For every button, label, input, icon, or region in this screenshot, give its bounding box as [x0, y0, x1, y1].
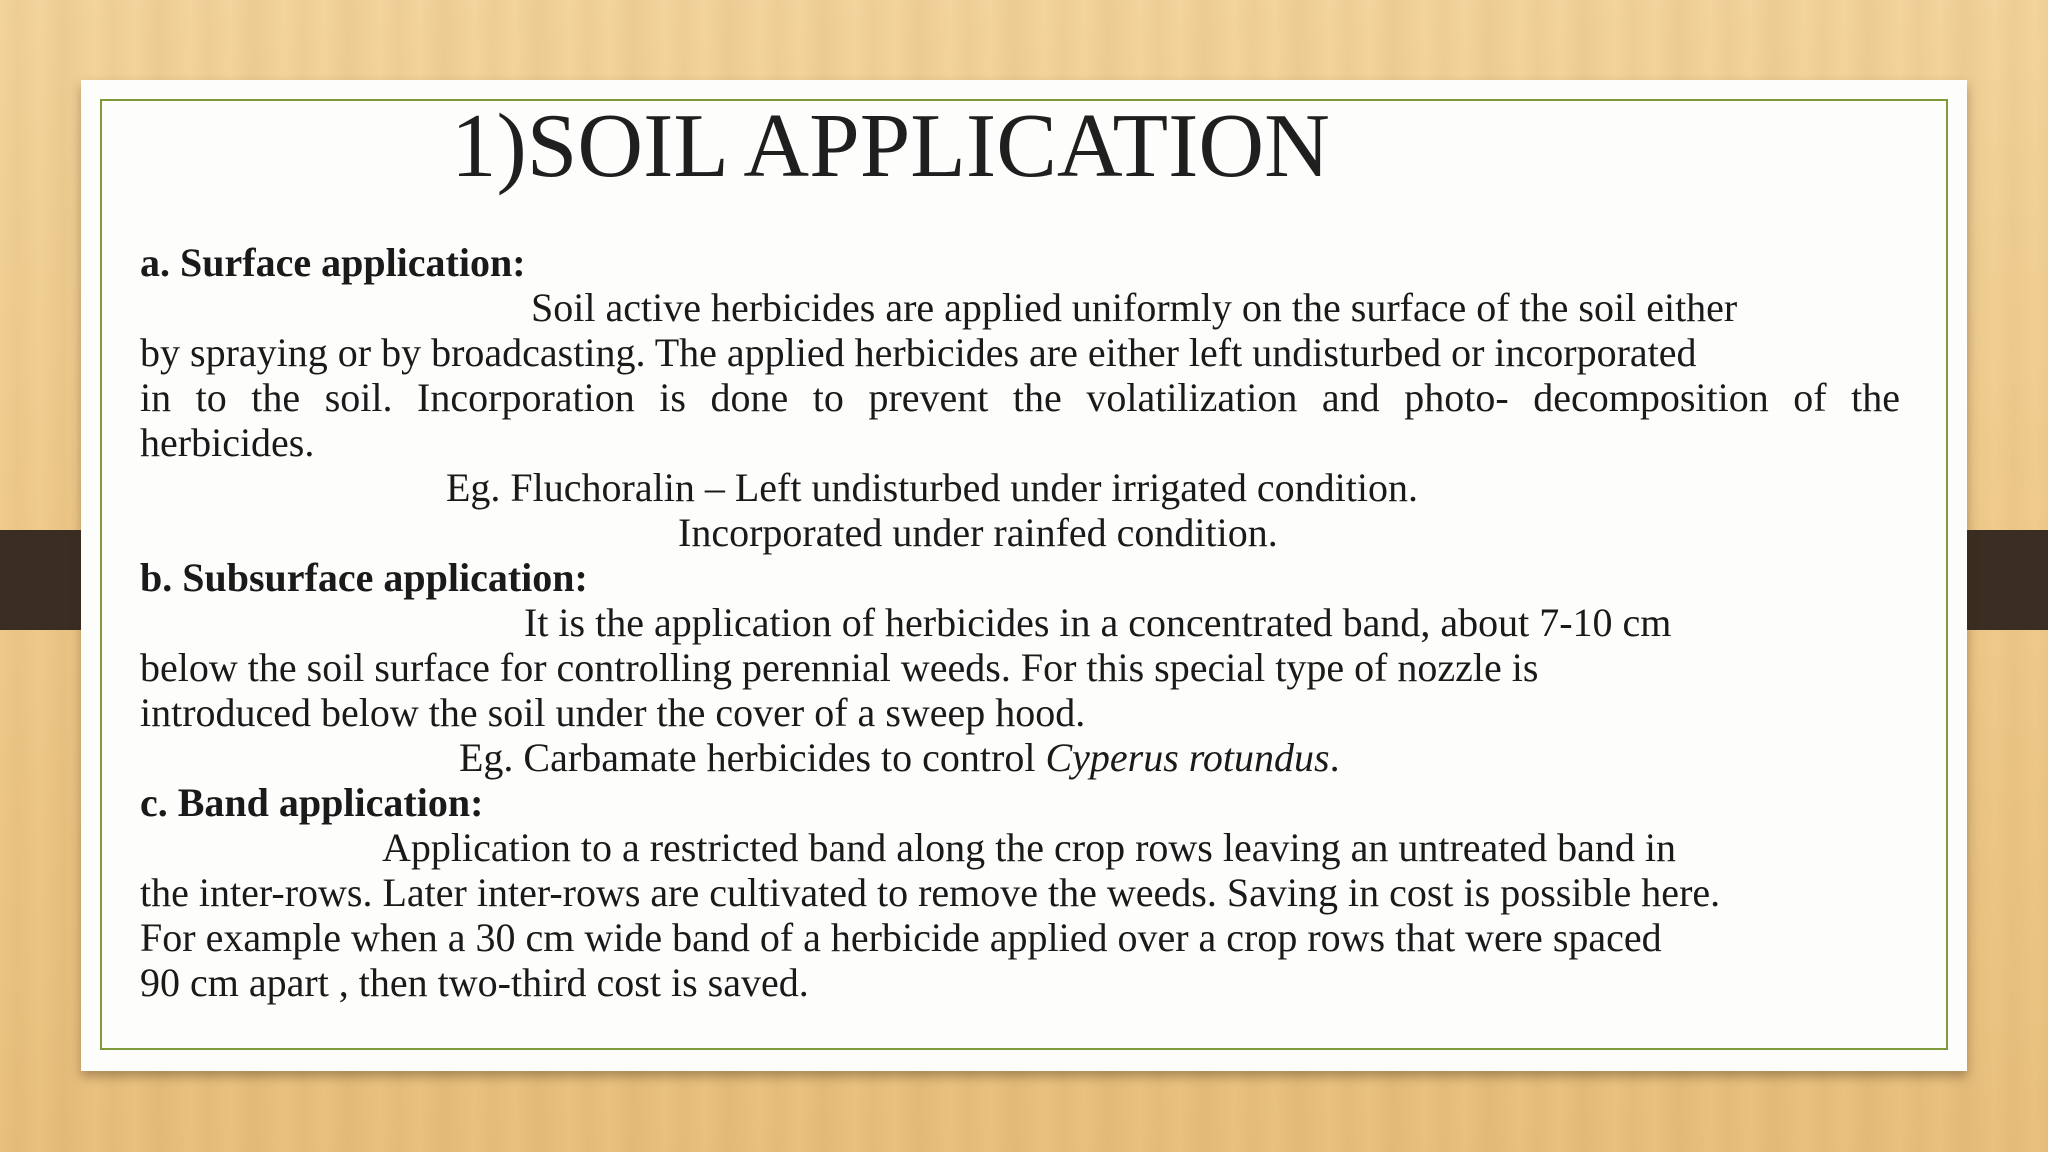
slide-card [81, 80, 1967, 1071]
subsurface-application-heading: b. Subsurface application: [140, 555, 588, 600]
subsurface-application-line-1: It is the application of herbicides in a concentrated band, about 7-10 cm [524, 600, 1672, 645]
band-application-line-2: the inter-rows. Later inter-rows are cultivated to remove the weeds. Saving in cost is possible here. [140, 870, 1721, 915]
subsurface-application-line-3: introduced below the soil under the cover of a sweep hood. [140, 690, 1086, 735]
subsurface-example-prefix: Eg. Carbamate herbicides to control [459, 735, 1046, 780]
band-application-line-4: 90 cm apart , then two-third cost is saved. [140, 960, 809, 1005]
band-application-line-1: Application to a restricted band along the crop rows leaving an untreated band in [382, 825, 1677, 870]
surface-application-heading: a. Surface application: [140, 240, 526, 285]
surface-application-line-4: herbicides. [140, 420, 315, 465]
surface-application-example-2: Incorporated under rainfed condition. [678, 510, 1278, 555]
surface-application-line-3: in to the soil. Incorporation is done to prevent the volatilization and photo- decomposition of the [140, 375, 1900, 420]
subsurface-example-species: Cyperus rotundus [1045, 735, 1330, 780]
slide-title: 1)SOIL APPLICATION [451, 95, 1330, 196]
surface-application-line-1: Soil active herbicides are applied uniformly on the surface of the soil either [531, 285, 1738, 330]
band-application-line-3: For example when a 30 cm wide band of a herbicide applied over a crop rows that were spaced [140, 915, 1662, 960]
band-application-heading: c. Band application: [140, 780, 484, 825]
subsurface-example-suffix: . [1329, 735, 1340, 780]
surface-application-example-1: Eg. Fluchoralin – Left undisturbed under irrigated condition. [446, 465, 1418, 510]
surface-application-line-2: by spraying or by broadcasting. The applied herbicides are either left undisturbed or incorporated [140, 330, 1697, 375]
subsurface-application-line-2: below the soil surface for controlling perennial weeds. For this special type of nozzle is [140, 645, 1539, 690]
subsurface-application-example [140, 735, 1900, 780]
slide-body [140, 240, 1900, 1005]
